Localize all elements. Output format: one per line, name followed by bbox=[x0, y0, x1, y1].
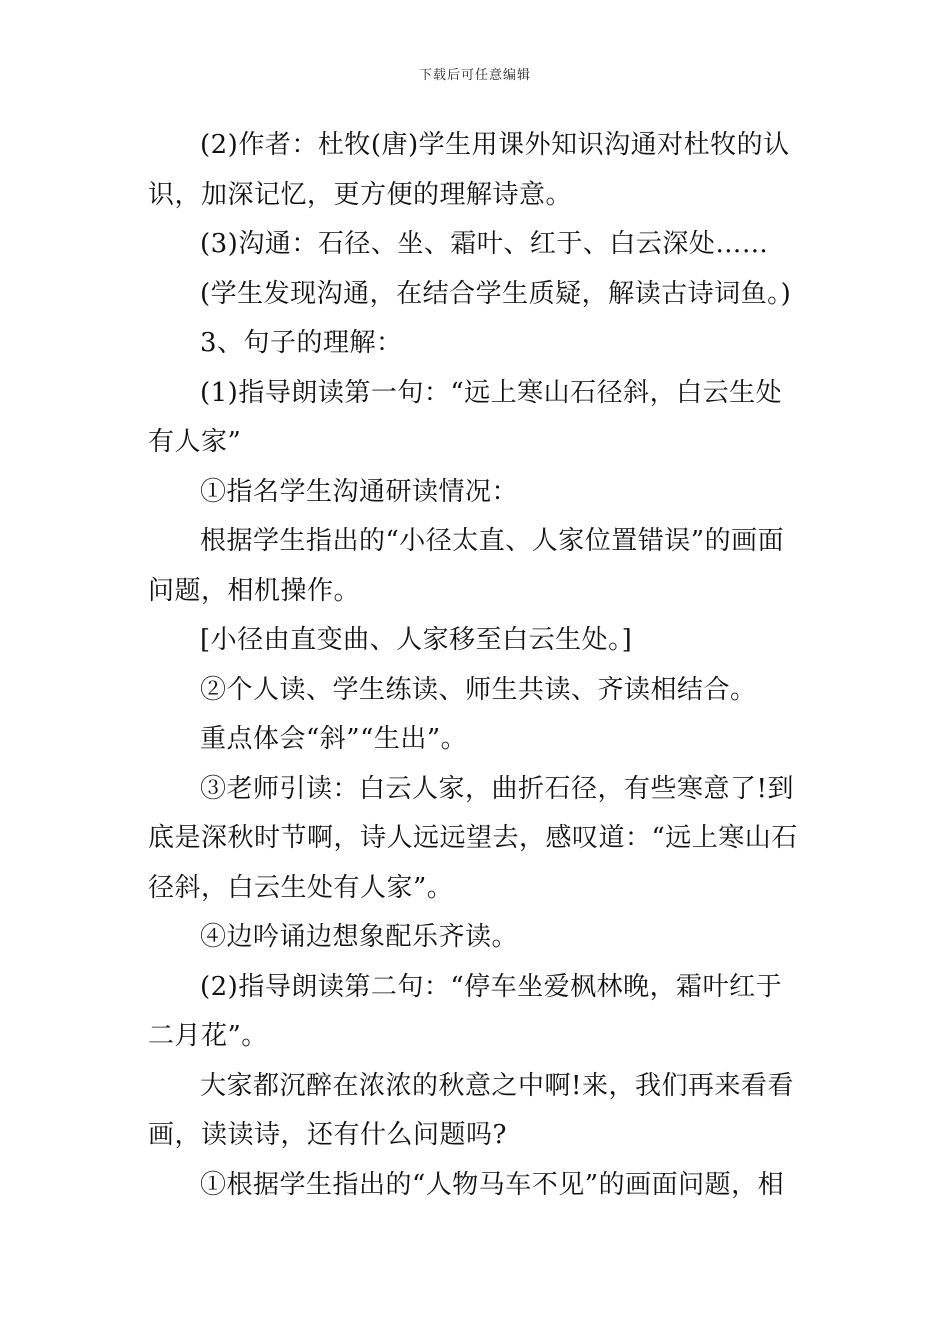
paragraph-vocabulary: (3)沟通：石径、坐、霜叶、红于、白云深处…… bbox=[200, 229, 769, 259]
paragraph-second-step-1: ①根据学生指出的“人物马车不见”的画面问题，相 bbox=[200, 1169, 785, 1200]
page-header: 下载后可任意编辑 bbox=[418, 68, 531, 83]
document-body bbox=[148, 121, 808, 1210]
paragraph-operation-note: [小径由直变曲、人家移至白云生处。] bbox=[200, 625, 633, 655]
paragraph-student-discovery: (学生发现沟通，在结合学生质疑，解读古诗词鱼。) bbox=[200, 278, 792, 309]
paragraph-step-4: ④边吟诵边想象配乐齐读。 bbox=[200, 922, 519, 952]
paragraph-step-1: ①指名学生沟通研读情况： bbox=[200, 476, 519, 507]
paragraph-key-words: 重点体会“斜”“生出”。 bbox=[200, 724, 468, 754]
section-heading-sentence-understanding: 3、句子的理解： bbox=[200, 328, 403, 358]
paragraph-autumn-question: 大家都沉醉在浓浓的秋意之中啊!来，我们再来看看画，读读诗，还有什么问题吗? bbox=[148, 1070, 794, 1150]
paragraph-step-2: ②个人读、学生练读、师生共读、齐读相结合。 bbox=[200, 674, 757, 705]
paragraph-author: (2)作者：杜牧(唐)学生用课外知识沟通对杜牧的认识，加深记忆，更方便的理解诗意。 bbox=[148, 130, 790, 210]
paragraph-first-line-reading: (1)指导朗读第一句：“远上寒山石径斜，白云生处有人家” bbox=[148, 377, 783, 457]
paragraph-picture-problem: 根据学生指出的“小径太直、人家位置错误”的画面问题，相机操作。 bbox=[148, 526, 785, 606]
paragraph-step-3: ③老师引读：白云人家，曲折石径，有些寒意了!到底是深秋时节啊，诗人远远望去，感叹道：“远上寒山石径斜，白云生处有人家”。 bbox=[148, 773, 798, 903]
paragraph-second-line-reading: (2)指导朗读第二句：“停车坐爱枫林晚，霜叶红于二月花”。 bbox=[148, 971, 783, 1051]
